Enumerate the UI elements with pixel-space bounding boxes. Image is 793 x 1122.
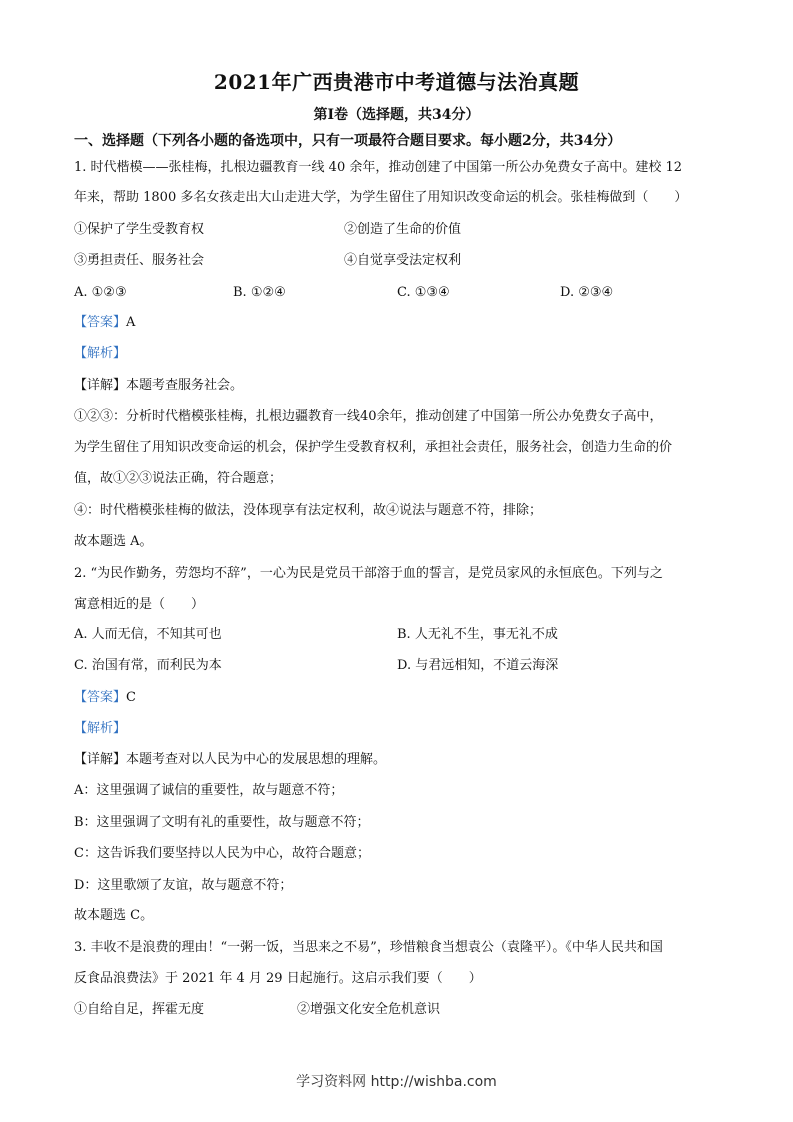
q1-statement-3: ③勇担责任、服务社会 [74,253,205,268]
q3-stem-line2: 反食品浪费法》于 2021 年 4 月 29 日起施行。这启示我们要（ ） [74,971,482,986]
q1-statement-2: ②创造了生命的价值 [344,222,462,237]
q1-conclusion: 故本题选 A。 [74,534,153,549]
q1-analysis-tag: 【解析】 [74,346,127,361]
q2-conclusion: 故本题选 C。 [74,908,154,923]
q3-stem-line1: 3. 丰收不是浪费的理由！“一粥一饭，当思来之不易”，珍惜粮食当想袁公（袁隆平）。《中华人民共和国 [74,940,663,955]
detail-text: 本题考查服务社会。 [126,378,244,393]
q1-explanation-3: 值，故①②③说法正确，符合题意； [74,471,283,486]
detail-tag: 【详解】 [74,378,127,393]
q2-explanation-d: D：这里歌颂了友谊，故与题意不符； [74,878,293,893]
q2-analysis-tag: 【解析】 [74,721,127,736]
q3-statement-1: ①自给自足，挥霍无度 [74,1002,205,1017]
q1-option-b: B. ①②④ [233,285,286,300]
q2-option-a: A. 人而无信，不知其可也 [74,627,222,642]
q1-option-a: A. ①②③ [74,285,127,300]
page-title: 2021年广西贵港市中考道德与法治真题 [213,70,580,94]
q1-answer [74,314,135,332]
q1-option-d: D. ②③④ [560,285,614,300]
q1-explanation-1: ①②③：分析时代楷模张桂梅，扎根边疆教育一线40余年，推动创建了中国第一所公办免费女子高中， [74,409,663,424]
q2-option-b: B. 人无礼不生，事无礼不成 [397,627,558,642]
page-subtitle: 第Ⅰ卷（选择题，共34分） [313,107,480,123]
q2-stem-line1: 2. “为民作勤务，劳怨均不辞”，一心为民是党员干部溶于血的誓言，是党员家风的永恒底色。下列与之 [74,566,663,581]
q1-explanation-2: 为学生留住了用知识改变命运的机会，保护学生受教育权利，承担社会责任，服务社会，创造力生命的价 [74,440,673,455]
q1-detail [74,377,243,395]
answer-tag: 【答案】 [74,315,127,330]
section-heading: 一、选择题（下列各小题的备选项中，只有一项最符合题目要求。每小题2分，共34分） [74,133,622,149]
q2-stem-line2: 寓意相近的是（ ） [74,597,205,612]
q1-explanation-4: ④：时代楷模张桂梅的做法，没体现享有法定权利，故④说法与题意不符，排除； [74,503,543,518]
q1-statement-4: ④自觉享受法定权利 [344,253,462,268]
detail-tag: 【详解】 [74,752,127,767]
footer-watermark: 学习资料网 http://wishba.com [296,1074,497,1090]
q2-option-d: D. 与君远相知，不道云海深 [397,658,559,673]
q3-statement-2: ②增强文化安全危机意识 [297,1002,441,1017]
answer-value: A [126,315,136,330]
detail-text: 本题考查对以人民为中心的发展思想的理解。 [126,752,387,767]
q1-option-c: C. ①③④ [397,285,450,300]
q1-statement-1: ①保护了学生受教育权 [74,222,205,237]
q1-stem-line2: 年来，帮助 1800 多名女孩走出大山走进大学，为学生留住了用知识改变命运的机会。张桂梅做到（ ） [74,190,688,205]
answer-value: C [126,690,136,705]
q2-answer [74,689,136,707]
answer-tag: 【答案】 [74,690,127,705]
q1-stem-line1: 1. 时代楷模——张桂梅，扎根边疆教育一线 40 余年，推动创建了中国第一所公办免费女子高中。建校 12 [74,160,683,175]
q2-explanation-a: A：这里强调了诚信的重要性，故与题意不符； [74,783,344,798]
q2-explanation-c: C：这告诉我们要坚持以人民为中心，故符合题意； [74,846,370,861]
q2-explanation-b: B：这里强调了文明有礼的重要性，故与题意不符； [74,815,370,830]
q2-detail [74,751,386,769]
q2-option-c: C. 治国有常，而利民为本 [74,658,222,673]
